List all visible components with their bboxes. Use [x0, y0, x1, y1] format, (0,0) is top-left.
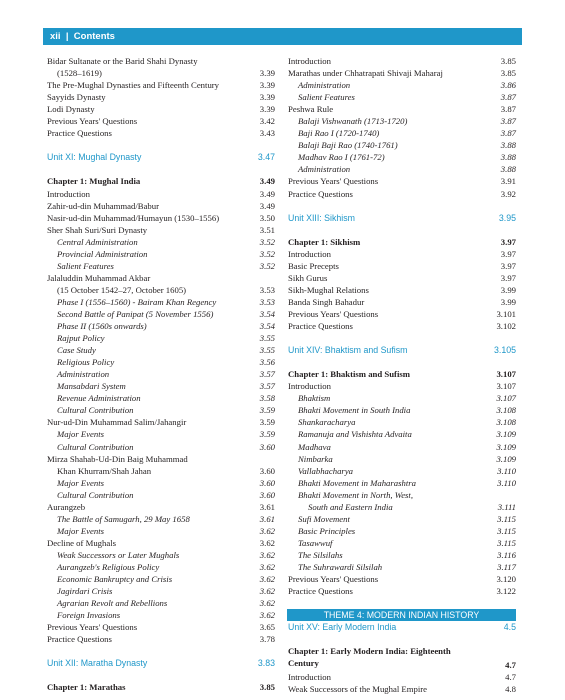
entry-title: Religious Policy [57, 357, 115, 368]
toc-entry [47, 115, 275, 127]
entry-title: Rajput Policy [57, 333, 105, 344]
entry-page-number: 3.88 [500, 140, 516, 151]
entry-title: Administration [298, 80, 351, 91]
entry-title: Unit XIII: Sikhism [288, 212, 355, 223]
spacer [47, 669, 275, 681]
entry-title: Introduction [47, 188, 90, 199]
spacer [288, 633, 516, 645]
entry-page-number: 3.87 [500, 128, 516, 139]
entry-title: Unit XV: Early Modern India [288, 622, 397, 633]
entry-title: Introduction [288, 381, 331, 392]
entry-title: Second Battle of Panipat (5 November 1556) [57, 308, 214, 319]
entry-page-number: 3.60 [259, 489, 275, 500]
toc-entry [288, 308, 516, 320]
entry-title: Practice Questions [288, 586, 353, 597]
entry-title: Chapter 1: Marathas [47, 682, 126, 693]
entry-page-number: 3.39 [259, 104, 275, 115]
entry-title: Revenue Administration [57, 393, 141, 404]
toc-subentry [288, 477, 516, 489]
toc-subentry [288, 525, 516, 537]
entry-title: Sikh Gurus [288, 272, 328, 283]
toc-entry [288, 683, 516, 695]
entry-page-number: 3.105 [493, 345, 516, 356]
toc-entry [288, 175, 516, 187]
entry-page-number: 3.58 [259, 393, 275, 404]
entry-title: Madhav Rao I (1761-72) [298, 152, 385, 163]
entry-page-number: 3.91 [500, 176, 516, 187]
entry-title: Aurangzeb [47, 501, 86, 512]
entry-page-number: 3.52 [259, 260, 275, 271]
entry-title: Major Events [57, 477, 105, 488]
toc-subentry [47, 428, 275, 440]
toc-subentry [47, 489, 275, 501]
entry-title: Bhakti Movement in South India [298, 405, 411, 416]
toc-subentry [47, 368, 275, 380]
toc-subentry [288, 151, 516, 163]
entry-page-number: 3.59 [259, 429, 275, 440]
toc-subentry [288, 416, 516, 428]
entry-page-number: 3.107 [496, 393, 516, 404]
entry-page-number: 3.97 [500, 272, 516, 283]
entry-title: THEME 4: MODERN INDIAN HISTORY [323, 610, 480, 621]
entry-page-number: 4.7 [505, 672, 516, 683]
entry-page-number: 3.85 [259, 682, 275, 693]
toc-entry [288, 103, 516, 115]
entry-page-number: 3.62 [259, 610, 275, 621]
entry-page-number: 3.97 [500, 236, 516, 247]
entry-page-number: 3.109 [496, 453, 516, 464]
entry-title: Khan Khurram/Shah Jahan [57, 465, 152, 476]
toc-entry [47, 284, 275, 296]
entry-page-number: 3.95 [498, 212, 516, 223]
theme-banner [287, 609, 516, 621]
toc-subentry [288, 549, 516, 561]
entry-page-number: 4.5 [503, 622, 516, 633]
entry-title: Bhakti Movement in North, West, [298, 489, 414, 500]
entry-page-number: 3.62 [259, 574, 275, 585]
toc-entry [47, 621, 275, 633]
entry-title: The Suhrawardi Silsilah [298, 561, 383, 572]
toc-subentry [47, 344, 275, 356]
entry-title: Lodi Dynasty [47, 104, 95, 115]
entry-title: Peshwa Rule [288, 104, 334, 115]
entry-page-number: 3.86 [500, 80, 516, 91]
entry-title: Baji Rao I (1720-1740) [298, 128, 380, 139]
unit-heading [288, 344, 516, 356]
entry-page-number: 3.62 [259, 598, 275, 609]
entry-page-number: 3.108 [496, 405, 516, 416]
entry-page-number: 3.88 [500, 152, 516, 163]
toc-entry [288, 284, 516, 296]
entry-title: Salient Features [298, 92, 355, 103]
toc-subentry [288, 441, 516, 453]
chapter-heading [288, 368, 516, 380]
toc-subentry [47, 404, 275, 416]
toc-subentry [47, 585, 275, 597]
toc-right-column [288, 55, 516, 695]
entry-page-number: 3.108 [496, 417, 516, 428]
toc-subentry [47, 332, 275, 344]
entry-page-number: 3.47 [257, 152, 275, 163]
entry-title: Agrarian Revolt and Rebellions [57, 598, 168, 609]
entry-title: Chapter 1: Early Modern India: Eighteenth Century [288, 646, 451, 669]
toc-subentry [47, 525, 275, 537]
entry-title: Practice Questions [288, 188, 353, 199]
entry-page-number: 3.54 [259, 308, 275, 319]
entry-title: Bhaktism [298, 393, 331, 404]
toc-subentry [288, 501, 516, 513]
entry-title: Shankaracharya [298, 417, 356, 428]
toc-subentry [288, 115, 516, 127]
entry-title: The Pre-Mughal Dynasties and Fifteenth Century [47, 80, 220, 91]
entry-page-number: 3.62 [259, 525, 275, 536]
spacer [288, 597, 516, 609]
entry-page-number: 3.83 [257, 658, 275, 669]
toc-subentry [47, 561, 275, 573]
toc-entry [47, 79, 275, 91]
entry-title: Nimbarka [298, 453, 333, 464]
entry-page-number: 3.60 [259, 477, 275, 488]
toc-subentry [288, 453, 516, 465]
header-separator: | [65, 31, 69, 42]
toc-entry [288, 296, 516, 308]
toc-entry [47, 501, 275, 513]
entry-title: Nur-ud-Din Muhammad Salim/Jahangir [47, 417, 187, 428]
toc-entry [47, 103, 275, 115]
entry-title: Introduction [288, 56, 331, 66]
toc-subentry [288, 404, 516, 416]
entry-title: Basic Precepts [288, 260, 339, 271]
chapter-heading [288, 645, 516, 671]
entry-page-number: 3.115 [497, 513, 516, 524]
entry-page-number: 3.109 [496, 429, 516, 440]
entry-title: Banda Singh Bahadur [288, 296, 365, 307]
toc-subentry [47, 380, 275, 392]
entry-page-number: 3.115 [497, 525, 516, 536]
entry-page-number: 3.51 [259, 224, 275, 235]
toc-subentry [288, 428, 516, 440]
toc-subentry [47, 236, 275, 248]
entry-title: Unit XIV: Bhaktism and Sufism [288, 345, 408, 356]
entry-page-number: 3.56 [259, 357, 275, 368]
entry-page-number: 3.107 [496, 381, 516, 392]
toc-entry [47, 200, 275, 212]
entry-page-number: 3.50 [259, 212, 275, 223]
unit-heading [47, 151, 275, 163]
entry-page-number: 3.61 [259, 501, 275, 512]
entry-title: Previous Years' Questions [288, 176, 379, 187]
toc-entry [47, 272, 275, 284]
entry-title: Previous Years' Questions [47, 116, 138, 127]
entry-page-number: 3.92 [500, 188, 516, 199]
toc-entry [47, 224, 275, 236]
chapter-heading [47, 175, 275, 187]
entry-title: Major Events [57, 429, 105, 440]
entry-title: Madhava [298, 441, 331, 452]
entry-page-number: 3.99 [500, 284, 516, 295]
spacer [47, 163, 275, 175]
toc-subentry [47, 320, 275, 332]
entry-page-number: 3.62 [259, 586, 275, 597]
unit-heading [47, 657, 275, 669]
toc-entry [288, 248, 516, 260]
toc-subentry [288, 561, 516, 573]
entry-page-number: 3.107 [496, 369, 516, 380]
entry-title: Basic Principles [298, 525, 356, 536]
spacer [47, 645, 275, 657]
toc-entry [288, 585, 516, 597]
spacer [288, 224, 516, 236]
toc-entry [47, 537, 275, 549]
entry-title: Practice Questions [47, 634, 112, 645]
entry-page-number: 3.101 [496, 308, 516, 319]
toc-subentry [47, 308, 275, 320]
toc-entry [288, 260, 516, 272]
toc-subentry [47, 609, 275, 621]
chapter-heading [47, 681, 275, 693]
entry-page-number: 3.49 [259, 188, 275, 199]
toc-entry [47, 91, 275, 103]
toc-subentry [47, 513, 275, 525]
entry-page-number: 3.111 [497, 501, 516, 512]
unit-heading [288, 621, 516, 633]
entry-title: Balaji Vishwanath (1713-1720) [298, 116, 408, 127]
toc-entry [47, 453, 275, 465]
entry-page-number: 3.65 [259, 622, 275, 633]
toc-subentry [47, 392, 275, 404]
entry-page-number: 3.62 [259, 549, 275, 560]
page-number-label: xii [50, 31, 61, 42]
entry-title: The Battle of Samugarh, 29 May 1658 [57, 513, 190, 524]
entry-title: Administration [57, 369, 110, 380]
entry-page-number: 3.116 [497, 549, 516, 560]
entry-page-number: 3.62 [259, 537, 275, 548]
entry-page-number: 4.7 [505, 660, 516, 671]
entry-page-number: 3.42 [259, 116, 275, 127]
toc-entry [47, 416, 275, 428]
entry-title: Bhakti Movement in Maharashtra [298, 477, 416, 488]
toc-subentry [47, 260, 275, 272]
toc-subentry [47, 549, 275, 561]
entry-page-number: 3.122 [496, 586, 516, 597]
entry-title: Aurangzeb's Religious Policy [57, 561, 160, 572]
toc-subentry [288, 163, 516, 175]
entry-page-number: 3.39 [259, 80, 275, 91]
entry-page-number: 3.85 [500, 68, 516, 79]
entry-page-number: 3.97 [500, 248, 516, 259]
entry-title: Marathas under Chhatrapati Shivaji Maharaj [288, 68, 443, 79]
entry-page-number: 3.88 [500, 164, 516, 175]
entry-title: Jagirdari Crisis [57, 586, 113, 597]
entry-title: Introduction [288, 672, 331, 683]
entry-title: Sayyids Dynasty [47, 92, 106, 103]
entry-title: Case Study [57, 345, 96, 356]
header-text [50, 28, 115, 45]
entry-title: Decline of Mughals [47, 537, 116, 548]
entry-page-number: 3.55 [259, 345, 275, 356]
entry-page-number: 3.61 [259, 513, 275, 524]
entry-title: Chapter 1: Sikhism [288, 236, 361, 247]
entry-page-number: 3.99 [500, 296, 516, 307]
entry-page-number: 3.109 [496, 441, 516, 452]
entry-page-number: 3.54 [259, 321, 275, 332]
toc-entry [47, 188, 275, 200]
entry-title: Chapter 1: Mughal India [47, 176, 141, 187]
entry-page-number: 3.53 [259, 296, 275, 307]
entry-page-number: 3.78 [259, 634, 275, 645]
entry-title: Cultural Contribution [57, 405, 134, 416]
entry-title: Bidar Sultanate or the Barid Shahi Dynasty [47, 56, 198, 66]
toc-subentry [47, 296, 275, 308]
entry-page-number: 3.110 [497, 477, 516, 488]
entry-title: Jalaluddin Muhammad Akbar [47, 272, 151, 283]
entry-title: Sikh-Mughal Relations [288, 284, 369, 295]
toc-entry [288, 380, 516, 392]
entry-title: Weak Successors or Later Mughals [57, 549, 180, 560]
entry-title: Introduction [288, 248, 331, 259]
entry-page-number: 3.97 [500, 260, 516, 271]
entry-page-number: 3.59 [259, 405, 275, 416]
toc-entry [288, 188, 516, 200]
toc-subentry [288, 513, 516, 525]
entry-title: (15 October 1542–27, October 1605) [57, 284, 187, 295]
entry-page-number: 3.43 [259, 128, 275, 139]
entry-title: Foreign Invasions [57, 610, 121, 621]
entry-title: Practice Questions [288, 321, 353, 332]
entry-page-number: 3.62 [259, 561, 275, 572]
entry-title: Nasir-ud-din Muhammad/Humayun (1530–1556) [47, 212, 220, 223]
entry-title: Central Administration [57, 236, 138, 247]
toc-subentry [47, 248, 275, 260]
entry-title: The Silsilahs [298, 549, 343, 560]
entry-title: Practice Questions [47, 128, 112, 139]
toc-subentry [47, 356, 275, 368]
entry-page-number: 3.85 [500, 56, 516, 66]
toc-left-column [47, 55, 275, 693]
entry-title: Cultural Contribution [57, 441, 134, 452]
toc-subentry [288, 489, 516, 501]
entry-page-number: 3.55 [259, 333, 275, 344]
spacer [47, 139, 275, 151]
entry-title: Previous Years' Questions [47, 622, 138, 633]
entry-page-number: 3.120 [496, 574, 516, 585]
entry-page-number: 3.87 [500, 104, 516, 115]
entry-title: Unit XI: Mughal Dynasty [47, 152, 142, 163]
entry-title: Weak Successors of the Mughal Empire [288, 684, 427, 695]
entry-page-number: 3.52 [259, 248, 275, 259]
entry-title: Zahir-ud-din Muhammad/Babur [47, 200, 160, 211]
entry-title: Sufi Movement [298, 513, 350, 524]
unit-heading [288, 212, 516, 224]
entry-page-number: 3.53 [259, 284, 275, 295]
entry-page-number: 3.59 [259, 417, 275, 428]
entry-page-number: 3.87 [500, 116, 516, 127]
spacer [288, 332, 516, 344]
entry-title: Sher Shah Suri/Suri Dynasty [47, 224, 148, 235]
toc-subentry [288, 127, 516, 139]
entry-title: Ramanuja and Vishishta Advaita [298, 429, 412, 440]
toc-entry [47, 212, 275, 224]
entry-page-number: 4.8 [505, 684, 516, 695]
entry-title: Chapter 1: Bhaktism and Sufism [288, 369, 410, 380]
entry-title: Mirza Shahab-Ud-Din Baig Muhammad [47, 453, 188, 464]
entry-title: Previous Years' Questions [288, 308, 379, 319]
entry-page-number: 3.39 [259, 92, 275, 103]
entry-title: Economic Bankruptcy and Crisis [57, 574, 173, 585]
contents-header-bar [43, 28, 522, 45]
entry-title: Provincial Administration [57, 248, 148, 259]
toc-entry [288, 671, 516, 683]
entry-title: Salient Features [57, 260, 114, 271]
entry-page-number: 3.57 [259, 381, 275, 392]
toc-subentry [47, 597, 275, 609]
toc-subentry [47, 441, 275, 453]
toc-entry [288, 67, 516, 79]
chapter-heading [288, 236, 516, 248]
entry-page-number: 3.39 [259, 68, 275, 79]
entry-title: Mansabdari System [57, 381, 126, 392]
toc-entry [47, 67, 275, 79]
toc-entry [288, 573, 516, 585]
entry-page-number: 3.102 [496, 321, 516, 332]
toc-entry [288, 272, 516, 284]
spacer [288, 200, 516, 212]
entry-page-number: 3.60 [259, 441, 275, 452]
entry-title: Cultural Contribution [57, 489, 134, 500]
entry-page-number: 3.49 [259, 176, 275, 187]
entry-page-number: 3.60 [259, 465, 275, 476]
entry-title: Phase II (1560s onwards) [57, 321, 147, 332]
entry-title: Vallabhacharya [298, 465, 354, 476]
entry-title: South and Eastern India [308, 501, 393, 512]
toc-subentry [288, 465, 516, 477]
entry-title: Previous Years' Questions [288, 574, 379, 585]
entry-page-number: 3.87 [500, 92, 516, 103]
toc-subentry [288, 537, 516, 549]
entry-page-number: 3.49 [259, 200, 275, 211]
toc-entry [47, 127, 275, 139]
toc-entry [288, 55, 516, 67]
entry-page-number: 3.52 [259, 236, 275, 247]
toc-entry [288, 320, 516, 332]
entry-page-number: 3.115 [497, 537, 516, 548]
toc-subentry [47, 573, 275, 585]
toc-subentry [288, 392, 516, 404]
entry-title: Major Events [57, 525, 105, 536]
entry-title: Unit XII: Maratha Dynasty [47, 658, 148, 669]
entry-title: Phase I (1556–1560) - Bairam Khan Regency [57, 296, 217, 307]
entry-page-number: 3.117 [497, 561, 516, 572]
entry-page-number: 3.110 [497, 465, 516, 476]
toc-entry [47, 465, 275, 477]
toc-subentry [47, 477, 275, 489]
page-title: Contents [73, 31, 115, 42]
spacer [288, 356, 516, 368]
entry-title: Balaji Baji Rao (1740-1761) [298, 140, 398, 151]
toc-entry [47, 55, 275, 67]
toc-subentry [288, 91, 516, 103]
toc-subentry [288, 79, 516, 91]
entry-title: Tasawwuf [298, 537, 333, 548]
entry-page-number: 3.57 [259, 369, 275, 380]
toc-entry [47, 633, 275, 645]
entry-title: (1528–1619) [57, 68, 102, 79]
toc-subentry [288, 139, 516, 151]
entry-title: Administration [298, 164, 351, 175]
